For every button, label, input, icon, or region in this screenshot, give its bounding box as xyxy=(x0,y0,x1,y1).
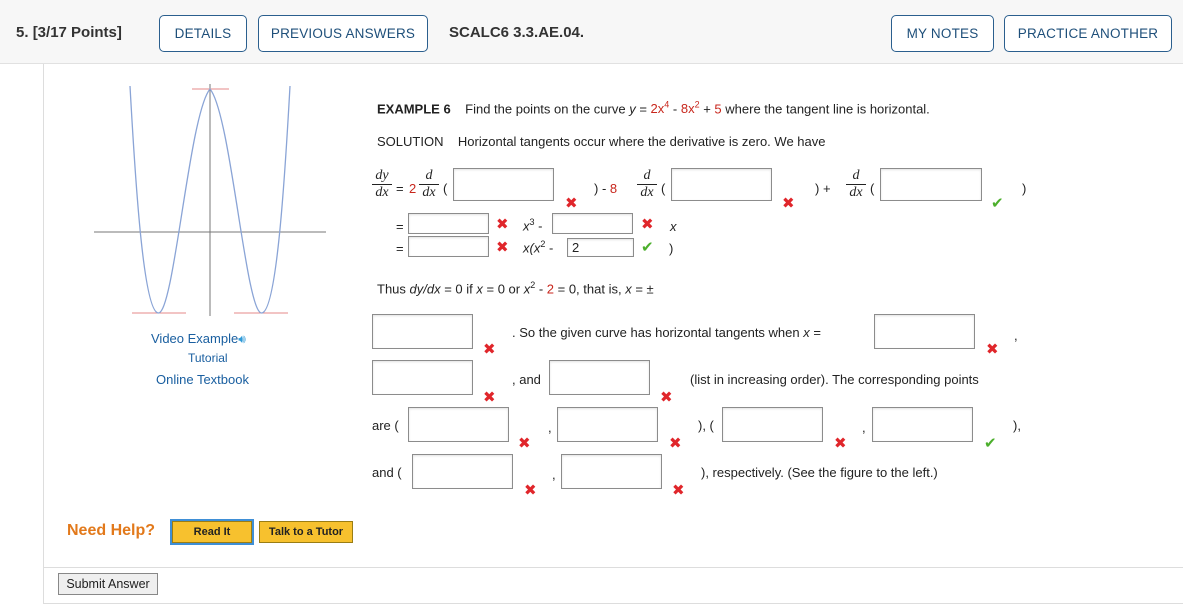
correct-icon: ✔ xyxy=(984,435,997,452)
comma: , xyxy=(1014,328,1018,343)
answer-input[interactable] xyxy=(549,360,650,395)
x-variable: x xyxy=(670,219,677,234)
comma: , xyxy=(862,420,866,435)
need-help-label: Need Help? xyxy=(67,522,156,539)
previous-answers-button[interactable]: PREVIOUS ANSWERS xyxy=(258,15,428,52)
so-text: . So the given curve has horizontal tangents when x = xyxy=(512,325,821,340)
paren: ( xyxy=(870,181,875,196)
solution-line: SOLUTION Horizontal tangents occur where the derivative is zero. We have xyxy=(377,134,826,149)
details-button[interactable]: DETAILS xyxy=(159,15,247,52)
paren: ) xyxy=(669,241,674,256)
paren: ) xyxy=(1022,181,1027,196)
d-dx-fraction: $\frac{d}{dx}$ xyxy=(419,168,439,201)
answer-input[interactable] xyxy=(557,407,658,442)
list-text: (list in increasing order). The corresponding points xyxy=(690,372,979,387)
equals-sign: = xyxy=(396,241,404,256)
question-number: 5. [3/17 Points] xyxy=(16,24,122,41)
d-dx-fraction: $\frac{d}{dx}$ xyxy=(637,168,657,201)
wrong-icon: ✖ xyxy=(834,435,847,452)
x-cubed: $x^3$ - xyxy=(523,217,543,234)
close-plus: ) + xyxy=(815,181,831,196)
d-dx-fraction: $\frac{d}{dx}$ xyxy=(846,168,866,201)
speaker-icon: 🔊︎ xyxy=(238,332,246,346)
answer-input[interactable] xyxy=(561,454,662,489)
paren: ( xyxy=(443,181,448,196)
factored-expression: $x(x^2$ - xyxy=(523,239,554,256)
coefficient: 2 xyxy=(409,181,417,196)
wrong-icon: ✖ xyxy=(782,195,795,212)
equals-sign: = xyxy=(396,181,404,196)
answer-input[interactable] xyxy=(408,407,509,442)
thus-line: Thus dy/dx = 0 if x = 0 or $x^2 - 2 = 0$, that is, x = ± xyxy=(377,280,654,297)
equals-sign: = xyxy=(396,219,404,234)
wrong-icon: ✖ xyxy=(524,482,537,499)
answer-input[interactable] xyxy=(880,168,982,201)
answer-input[interactable] xyxy=(722,407,823,442)
answer-input[interactable] xyxy=(874,314,975,349)
wrong-icon: ✖ xyxy=(518,435,531,452)
and-text: , and xyxy=(512,372,541,387)
answer-input[interactable] xyxy=(372,360,473,395)
dy-dx-fraction: $\frac{dy}{dx}$ xyxy=(372,168,392,201)
wrong-icon: ✖ xyxy=(496,216,509,233)
problem-statement: EXAMPLE 6 Find the points on the curve $y = 2x^4 - 8x^2 + 5$ where the tangent line is horizontal. xyxy=(377,100,930,117)
comma: , xyxy=(548,420,552,435)
question-header xyxy=(0,0,1183,64)
close-minus: ) - 8 xyxy=(594,181,618,196)
answer-input[interactable] xyxy=(872,407,973,442)
wrong-icon: ✖ xyxy=(660,389,673,406)
wrong-icon: ✖ xyxy=(672,482,685,499)
answer-input[interactable]: 2 xyxy=(567,238,634,257)
bottom-border xyxy=(43,603,1183,604)
talk-tutor-button[interactable]: Talk to a Tutor xyxy=(259,521,353,543)
answer-input[interactable] xyxy=(412,454,513,489)
wrong-icon: ✖ xyxy=(496,239,509,256)
curve-figure xyxy=(94,84,326,316)
wrong-icon: ✖ xyxy=(565,195,578,212)
close-comma: ), xyxy=(1013,418,1021,433)
correct-icon: ✔ xyxy=(641,239,654,256)
practice-another-button[interactable]: PRACTICE ANOTHER xyxy=(1004,15,1172,52)
divider xyxy=(43,567,1183,568)
correct-icon: ✔ xyxy=(991,195,1004,212)
respectively-text: ), respectively. (See the figure to the left.) xyxy=(701,465,938,480)
and-open: and ( xyxy=(372,465,402,480)
wrong-icon: ✖ xyxy=(483,389,496,406)
answer-input[interactable] xyxy=(408,236,489,257)
tutorial-link[interactable]: Tutorial xyxy=(188,351,228,365)
online-textbook-link[interactable]: Online Textbook xyxy=(156,372,249,387)
answer-input[interactable] xyxy=(671,168,772,201)
wrong-icon: ✖ xyxy=(669,435,682,452)
video-example-link[interactable]: Video Example🔊︎ xyxy=(151,331,246,346)
paren: ( xyxy=(661,181,666,196)
wrong-icon: ✖ xyxy=(641,216,654,233)
are-text: are ( xyxy=(372,418,399,433)
wrong-icon: ✖ xyxy=(986,341,999,358)
submit-answer-button[interactable]: Submit Answer xyxy=(58,573,158,595)
answer-input[interactable] xyxy=(552,213,633,234)
wrong-icon: ✖ xyxy=(483,341,496,358)
answer-input[interactable] xyxy=(372,314,473,349)
left-border xyxy=(43,64,44,604)
problem-code: SCALC6 3.3.AE.04. xyxy=(449,24,585,41)
read-it-button[interactable]: Read It xyxy=(172,521,252,543)
answer-input[interactable] xyxy=(408,213,489,234)
close-open: ), ( xyxy=(698,418,714,433)
my-notes-button[interactable]: MY NOTES xyxy=(891,15,994,52)
comma: , xyxy=(552,467,556,482)
answer-input[interactable] xyxy=(453,168,554,201)
